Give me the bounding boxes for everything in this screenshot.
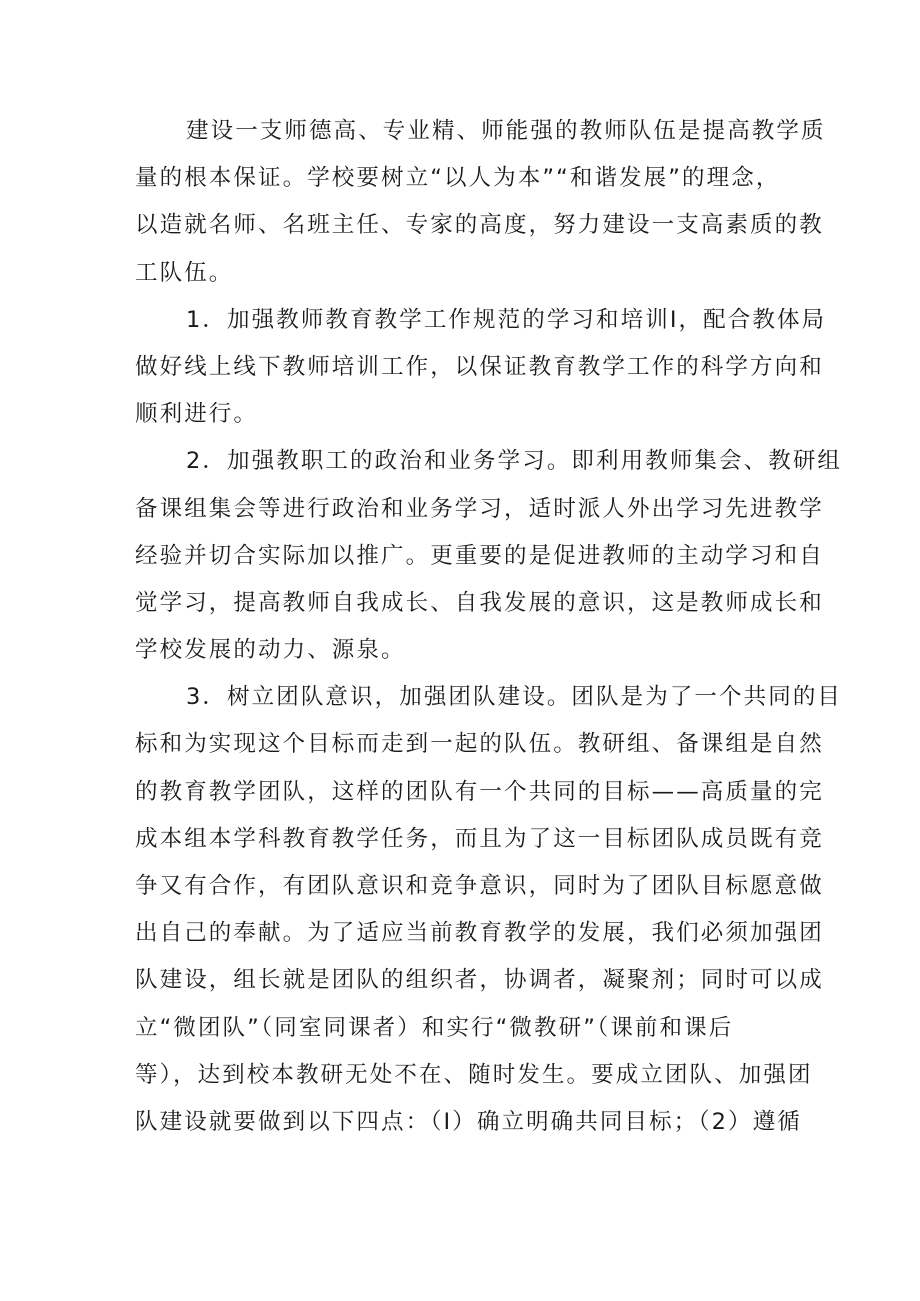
paragraph-line: 经验并切合实际加以推广。更重要的是促进教师的主动学习和自 [135,542,824,569]
document-body [135,108,843,1146]
paragraph-line: 队建设，组长就是团队的组织者，协调者，凝聚剂；同时可以成 [135,967,824,994]
paragraph-line: 标和为实现这个目标而走到一起的队伍。教研组、备课组是自然 [135,731,824,758]
paragraph-line: 3．树立团队意识，加强团队建设。团队是为了一个共同的目 [186,684,843,711]
paragraph-line: 1．加强教师教育教学工作规范的学习和培训I，配合教体局 [186,306,827,333]
paragraph-line: 做好线上线下教师培训工作，以保证教育教学工作的科学方向和 [135,353,824,380]
paragraph-line: 成本组本学科教育教学任务，而且为了这一目标团队成员既有竞 [135,825,824,852]
paragraph-line: 2．加强教职工的政治和业务学习。即利用教师集会、教研组 [186,448,843,475]
paragraph-line: 建设一支师德高、专业精、师能强的教师队伍是提高教学质 [186,118,826,144]
paragraph-line: 的教育教学团队，这样的团队有一个共同的目标——高质量的完 [135,778,824,805]
paragraph-line: 出自己的奉献。为了适应当前教育教学的发展，我们必须加强团 [135,920,824,947]
paragraph-line: 顺利进行。 [135,401,259,428]
paragraph-line: 量的根本保证。学校要树立“以人为本”“和谐发展”的理念， [135,165,781,192]
paragraph-line: 工队伍。 [135,259,234,286]
paragraph-line: 等），达到校本教研无处不在、随时发生。要成立团队、加强团 [135,1061,813,1088]
paragraph-line: 备课组集会等进行政治和业务学习，适时派人外出学习先进教学 [135,495,824,522]
paragraph-line: 立“微团队”（同室同课者）和实行“微教研”（课前和课后 [135,1014,734,1041]
paragraph-line: 觉学习，提高教师自我成长、自我发展的意识，这是教师成长和 [135,589,824,616]
paragraph-line: 争又有合作，有团队意识和竞争意识，同时为了团队目标愿意做 [135,873,824,899]
paragraph-line: 队建设就要做到以下四点：（I）确立明确共同目标；（2）遵循 [135,1108,802,1135]
paragraph-line: 以造就名师、名班主任、专家的高度，努力建设一支高素质的教 [135,212,824,239]
paragraph-line: 学校发展的动力、源泉。 [135,637,406,664]
